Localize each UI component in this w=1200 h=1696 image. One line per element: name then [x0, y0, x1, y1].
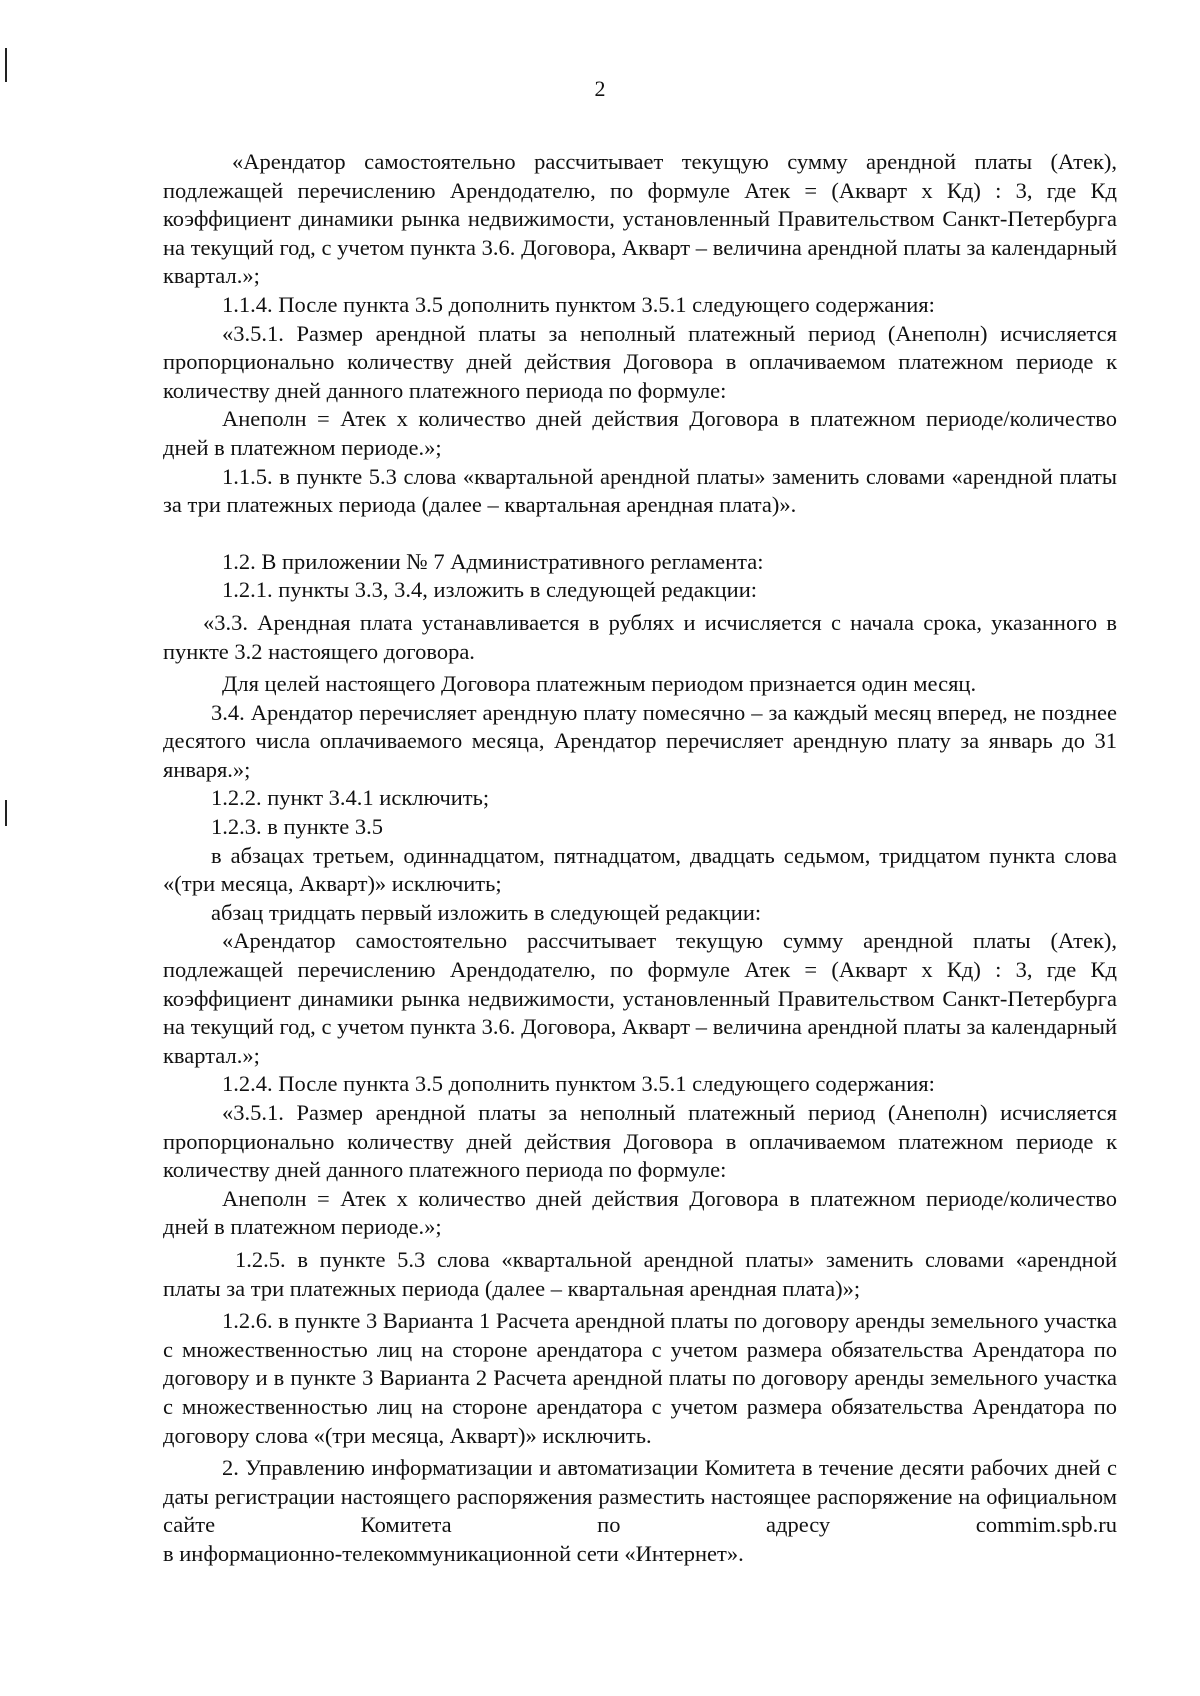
paragraph: абзац тридцать первый изложить в следующей редакции: — [211, 899, 762, 925]
paragraph: 1.2.4. После пункта 3.5 дополнить пунктом 3.5.1 следующего содержания: — [222, 1071, 935, 1097]
paragraph: Анеполн = Атек х количество дней действия Договора в платежном периоде/количество дней в платежном периоде.»; — [163, 1185, 1117, 1240]
paragraph: Анеполн = Атек х количество дней действия Договора в платежном периоде/количество дней в платежном периоде.»; — [163, 406, 1117, 460]
paragraph: Для целей настоящего Договора платежным периодом признается один месяц. — [222, 671, 977, 697]
paragraph: 1.2.2. пункт 3.4.1 исключить; — [211, 785, 490, 811]
paragraph: «3.5.1. Размер арендной платы за неполный платежный период (Анеполн) исчисляется пропорционально количеству дней действия Договора в оплачиваемом платежном периоде к количеству дней данного платежного периода по формуле: — [163, 1100, 1117, 1183]
paragraph: 2. Управлению информатизации и автоматизации Комитета в течение десяти рабочих дней с даты регистрации настоящего распоряжения разместить настоящее распоряжение на официальном сайте Комитета по адресу commim.spb.ru — [163, 1455, 1117, 1538]
paragraph: «3.5.1. Размер арендной платы за неполный платежный период (Анеполн) исчисляется пропорционально количеству дней действия Договора в оплачиваемом платежном периоде к количеству дней данного платежного периода по формуле: — [163, 320, 1117, 403]
paragraph: 1.2.5. в пункте 5.3 слова «квартальной арендной платы» заменить словами «арендной платы за три платежных периода (далее – квартальная арендная плата)»; — [163, 1246, 1117, 1301]
paragraph: 3.4. Арендатор перечисляет арендную плату помесячно – за каждый месяц вперед, не позднее десятого числа оплачиваемого месяца, Арендатор перечисляет арендную плату за январь до 31 января.»; — [163, 699, 1117, 782]
paragraph: «Арендатор самостоятельно рассчитывает текущую сумму арендной платы (Атек), подлежащей перечислению Арендодателю, по формуле Атек = (Акварт х Кд) : 3, где Кд коэффициент динамики рынка недвижимости, установленный Правительством Санкт-Петербурга на текущий год, с учетом пункта 3.6. Договора, Акварт – величина арендной платы за календарный квартал.»; — [163, 928, 1117, 1068]
page-number: 2 — [594, 76, 606, 101]
paragraph: 1.1.4. После пункта 3.5 дополнить пунктом 3.5.1 следующего содержания: — [222, 291, 935, 317]
paragraph: «3.3. Арендная плата устанавливается в рублях и исчисляется с начала срока, указанного в пункте 3.2 настоящего договора. — [163, 609, 1117, 664]
paragraph: 1.2.6. в пункте 3 Варианта 1 Расчета арендной платы по договору аренды земельного участка с множественностью лиц на стороне арендатора с учетом размера обязательства Арендатора по договору и в пункте 3 Варианта 2 Расчета арендной платы по договору аренды земельного участка с множественностью лиц на стороне арендатора с учетом размера обязательства Арендатора по договору слова «(три месяца, Акварт)» исключить. — [163, 1308, 1117, 1448]
document-body — [163, 148, 1117, 1569]
paragraph: 1.2.1. пункты 3.3, 3.4, изложить в следующей редакции: — [222, 577, 758, 603]
paragraph: в абзацах третьем, одиннадцатом, пятнадцатом, двадцать седьмом, тридцатом пункта слова «(три месяца, Акварт)» исключить; — [163, 842, 1117, 897]
paragraph: «Арендатор самостоятельно рассчитывает текущую сумму арендной платы (Атек), подлежащей перечислению Арендодателю, по формуле Атек = (Акварт х Кд) : 3, где Кд коэффициент динамики рынка недвижимости, установленный Правительством Санкт-Петербурга на текущий год, с учетом пункта 3.6. Договора, Акварт – величина арендной платы за календарный квартал.»; — [163, 149, 1117, 289]
paragraph: в информационно-телекоммуникационной сети «Интернет». — [163, 1540, 744, 1566]
scan-margin-mark — [5, 800, 7, 826]
paragraph: 1.2.3. в пункте 3.5 — [211, 814, 384, 840]
paragraph: 1.2. В приложении № 7 Административного регламента: — [222, 548, 764, 574]
paragraph: 1.1.5. в пункте 5.3 слова «квартальной арендной платы» заменить словами «арендной платы за три платежных периода (далее – квартальная арендная плата)». — [163, 463, 1117, 518]
